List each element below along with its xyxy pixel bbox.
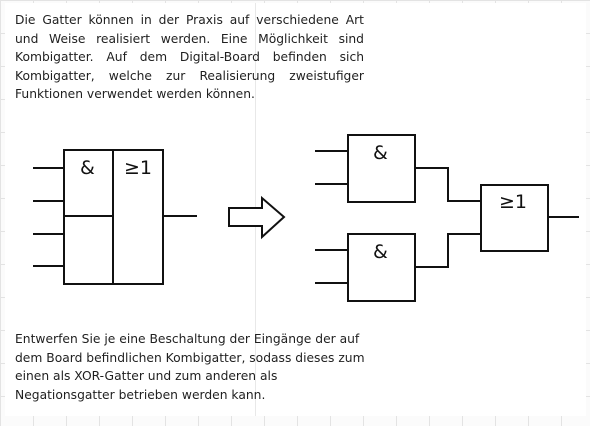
combo-and-label: &	[80, 157, 95, 179]
wire-and-top-to-or	[415, 168, 481, 201]
task-paragraph: Entwerfen Sie je eine Beschaltung der Eingänge der auf dem Board befindlichen Kombigatter, sodass dieses zum einen als XOR-Gatter und zum anderen als Negationsgatter betrieben werden kann.	[15, 332, 365, 402]
combo-or-label: ≥1	[124, 157, 153, 179]
intro-paragraph: Die Gatter können in der Praxis auf verschiedene Art und Weise realisiert werden. Eine Möglichkeit sind Kombigatter. Auf dem Digital-Board befinden sich Kombigatter, welche zur Realisierung zweistufiger Funktionen verwendet werden können.	[15, 13, 364, 102]
and-top-label: &	[373, 142, 388, 164]
and-bottom-label: &	[373, 241, 388, 263]
expanded-circuit	[315, 135, 579, 301]
right-hollow-arrow-icon	[229, 198, 284, 237]
or-gate-label: ≥1	[499, 191, 528, 213]
combo-gate	[33, 150, 197, 284]
wire-and-bottom-to-or	[415, 234, 481, 267]
